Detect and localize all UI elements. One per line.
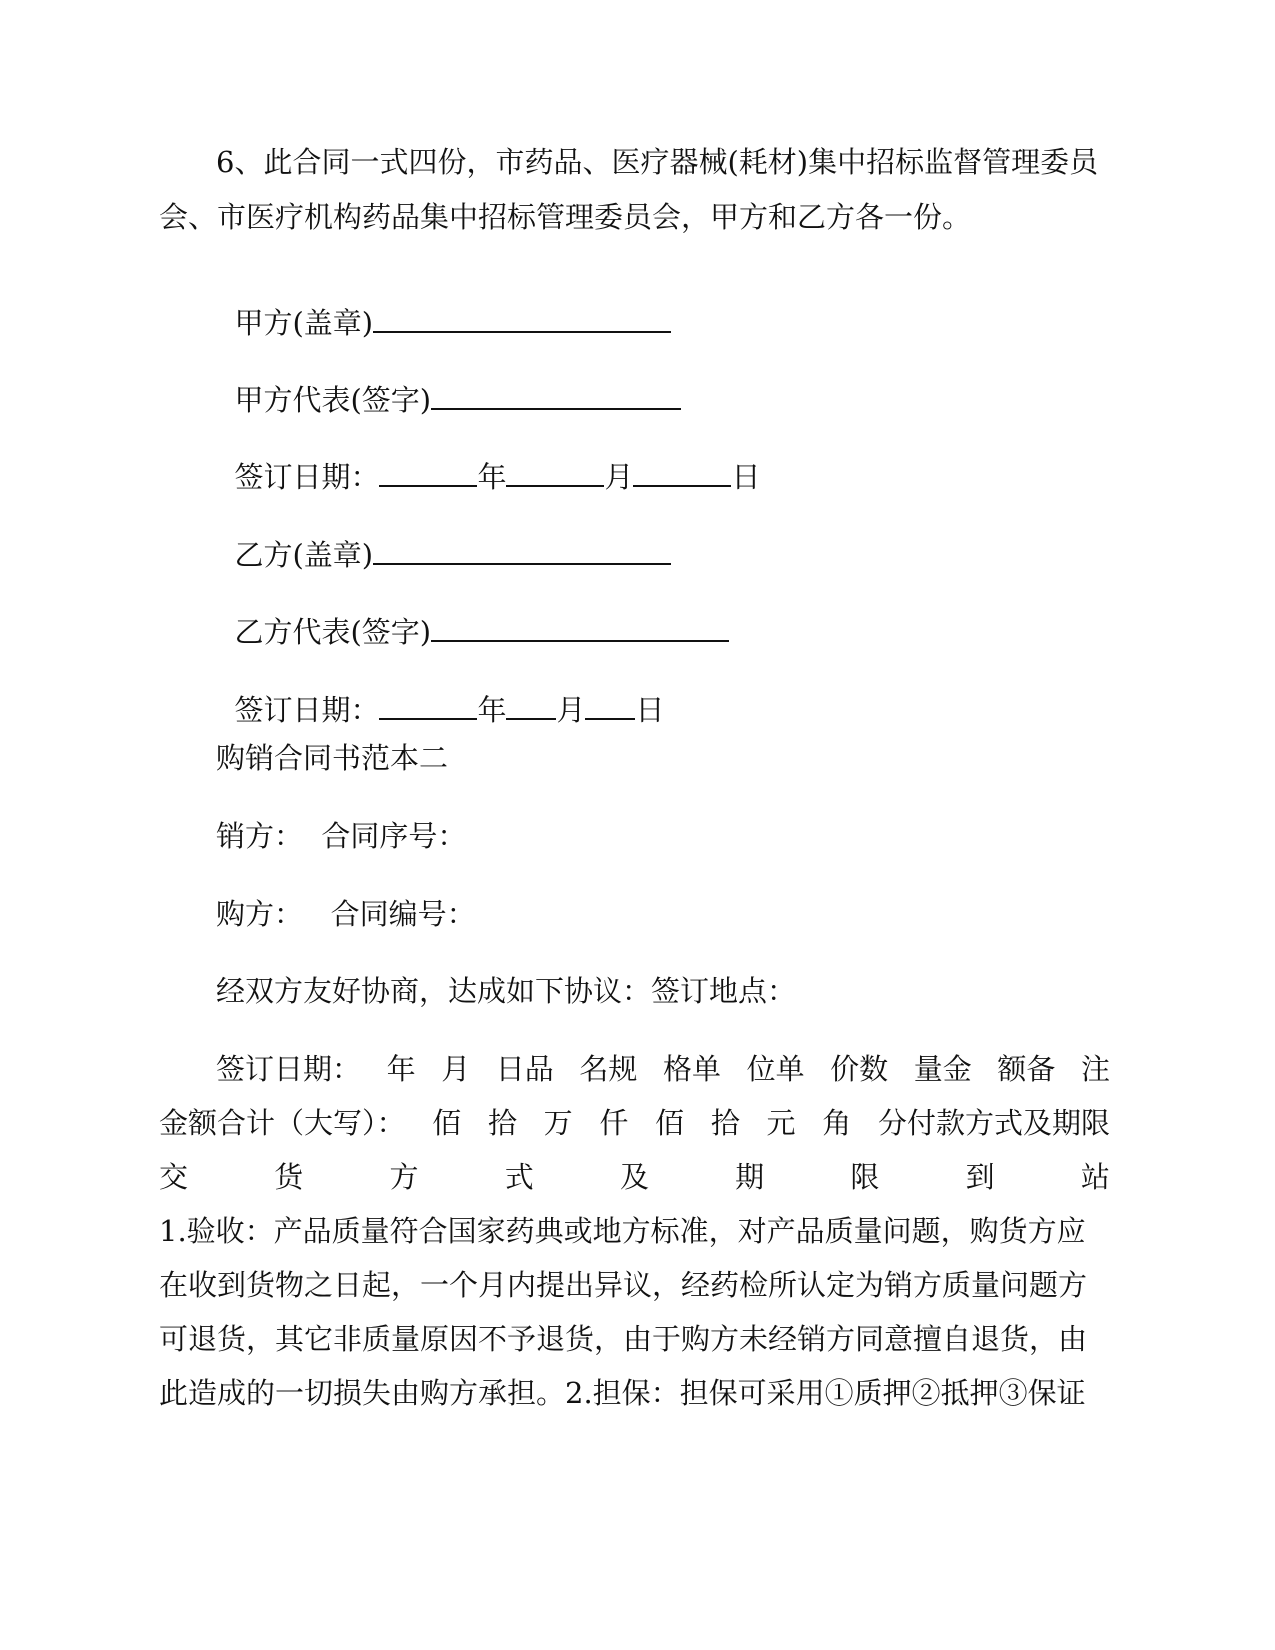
row1-cell: 额备 (997, 1052, 1056, 1086)
seller-line: 销方： 合同序号： (216, 819, 467, 853)
party-a-seal-blank[interactable] (373, 330, 671, 333)
party-a-seal-label: 甲方(盖章) (234, 306, 374, 340)
party-a-seal-row (216, 280, 671, 338)
party-a-year-blank[interactable] (379, 484, 477, 487)
party-b-date-label: 签订日期： (234, 693, 380, 727)
party-b-date-row (216, 667, 665, 725)
row1-cell: 年 (386, 1052, 416, 1086)
party-b-rep-row (216, 589, 729, 647)
party-a-day-label: 日 (731, 460, 761, 494)
party-a-date-row (216, 434, 761, 492)
template-2-title: 购销合同书范本二 (216, 741, 449, 775)
signing-date-items-row (216, 1052, 1110, 1086)
agreement-line: 经双方友好协商，达成如下协议：签订地点： (216, 974, 797, 1008)
row1-cell: 月 (441, 1052, 471, 1086)
party-a-rep-row (216, 357, 681, 415)
acceptance-line-1: 1.验收：产品质量符合国家药典或地方标准，对产品质量问题，购货方应 (159, 1214, 1086, 1248)
party-b-rep-blank[interactable] (431, 639, 729, 642)
party-b-seal-label: 乙方(盖章) (234, 538, 374, 572)
row1-cell: 量金 (913, 1052, 972, 1086)
row3-cell: 限 (850, 1160, 880, 1194)
party-b-rep-label: 乙方代表(签字) (234, 615, 432, 649)
party-a-year-label: 年 (477, 460, 507, 494)
row3-cell: 期 (735, 1160, 765, 1194)
party-a-month-blank[interactable] (506, 484, 604, 487)
row3-cell: 货 (274, 1160, 304, 1194)
party-a-month-label: 月 (604, 460, 634, 494)
row1-cell: 位单 (746, 1052, 805, 1086)
row3-cell: 到 (965, 1160, 995, 1194)
row2-cell: 佰 (432, 1106, 462, 1140)
row3-cell: 站 (1080, 1160, 1110, 1194)
party-b-year-blank[interactable] (379, 717, 477, 720)
party-b-day-label: 日 (635, 693, 665, 727)
party-b-seal-blank[interactable] (373, 562, 671, 565)
row2-cell: 金额合计（大写）： (159, 1106, 406, 1140)
row2-cell: 分付款方式及期限 (877, 1106, 1110, 1140)
party-b-month-blank[interactable] (506, 717, 556, 720)
party-b-seal-row (216, 512, 671, 570)
row2-cell: 元 (766, 1106, 796, 1140)
row2-cell: 万 (543, 1106, 573, 1140)
row3-cell: 交 (159, 1160, 189, 1194)
amount-total-row (159, 1106, 1110, 1140)
buyer-line: 购方： 合同编号： (216, 897, 476, 931)
row1-cell: 格单 (662, 1052, 721, 1086)
row1-cell: 注 (1080, 1052, 1110, 1086)
row2-cell: 拾 (710, 1106, 740, 1140)
guarantee-line: 此造成的一切损失由购方承担。2.担保：担保可采用①质押②抵押③保证 (159, 1376, 1086, 1410)
row2-cell: 拾 (487, 1106, 517, 1140)
party-b-day-blank[interactable] (585, 717, 635, 720)
row1-cell: 签订日期： (216, 1052, 362, 1086)
row3-cell: 式 (504, 1160, 534, 1194)
party-b-month-label: 月 (556, 693, 586, 727)
acceptance-line-2: 在收到货物之日起，一个月内提出异议，经药检所认定为销方质量问题方 (159, 1268, 1088, 1302)
acceptance-line-3: 可退货，其它非质量原因不予退货，由于购方未经销方同意擅自退货，由 (159, 1322, 1088, 1356)
party-a-rep-label: 甲方代表(签字) (234, 383, 432, 417)
row1-cell: 名规 (579, 1052, 638, 1086)
row1-cell: 日品 (495, 1052, 554, 1086)
party-a-date-label: 签订日期： (234, 460, 380, 494)
paragraph-6-line-2: 会、市医疗机构药品集中招标管理委员会，甲方和乙方各一份。 (159, 200, 972, 234)
row3-cell: 方 (389, 1160, 419, 1194)
paragraph-6-line-1: 6、此合同一式四份，市药品、医疗器械(耗材)集中招标监督管理委员 (216, 145, 1099, 179)
party-b-year-label: 年 (477, 693, 507, 727)
row3-cell: 及 (619, 1160, 649, 1194)
row1-cell: 价数 (830, 1052, 889, 1086)
party-a-day-blank[interactable] (633, 484, 731, 487)
party-a-rep-blank[interactable] (431, 407, 681, 410)
row2-cell: 角 (822, 1106, 852, 1140)
delivery-row (159, 1160, 1110, 1194)
row2-cell: 仟 (599, 1106, 629, 1140)
row2-cell: 佰 (655, 1106, 685, 1140)
